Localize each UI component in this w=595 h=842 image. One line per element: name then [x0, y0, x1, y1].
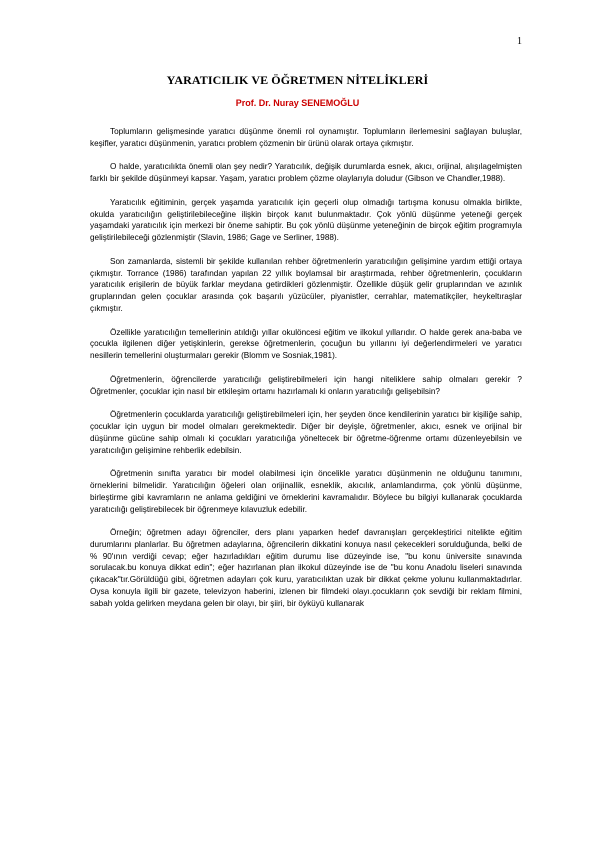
paragraph-9: Örneğin; öğretmen adayı öğrenciler, ders planı yaparken hedef davranışları gerçekleştirici nitelikte eğitim durumlarını planlarlar. Bu öğretmen adaylarına, öğrencilerin dikkatini konuya nasıl çekecekleri sorulduğunda, belki de % 90'ının verdiği cevap; eğer hazırladıkları eğitim durumu lise düzeyinde ise, "bu konu üniversite sınavında sorulacak.bu konuya dikkat edin"; eğer hazırlanan plan ilkokul düzeyinde ise de "bu konu Anadolu liseleri sınavında çıkacak"tır.Görüldüğü gibi, öğretmen adayları çok kuru, yaratıcılıktan uzak bir dikkat çekme yolunu kullanmaktadırlar. Oysa konuyla ilgili bir gazete, televizyon haberini, izlenen bir filmdeki olayı.çocukların çok sevdiği bir reklam filmini, sabah yolda gelirken meydana gelen bir olayı, bir şiiri, bir öyküyü kullanarak	[90, 528, 522, 608]
paragraph-2: O halde, yaratıcılıkta önemli olan şey nedir? Yaratıcılık, değişik durumlarda esnek, akıcı, orijinal, alışılagelmişten farklı bir şekilde düşünmeyi kapsar. Yaşam, yaratıcı problem çözme olaylarıyla doludur (Gibson ve Chandler,1988).	[90, 162, 522, 184]
paragraph-4: Son zamanlarda, sistemli bir şekilde kullanılan rehber öğretmenlerin yaratıcılığın gelişimine yardım ettiği ortaya çıkmıştır. Torrance (1986) tarafından yapılan 22 yıllık boylamsal bir araştırmada, rehber öğretmenlerin, çocukların yaratıcılık erişilerin de büyük farklar meydana getirdikleri gözlenmiştir. Özellikle düşük gelir gruplarından ve azınlık gruplarından gelen çocuklar arasında çok başarılı yüzücüler, piyanistler, cerrahlar, matematikçiler, heykeltıraşlar çıkmıştır.	[90, 256, 522, 313]
document-title: YARATICILIK VE ÖĞRETMEN NİTELİKLERİ	[166, 73, 429, 87]
paragraph-7: Öğretmenlerin çocuklarda yaratıcılığı geliştirebilmeleri için, her şeyden önce kendilerinin yaratıcı bir kişiliğe sahip, çocuklar için uygun bir model olmaları gerekmektedir. Diğer bir deyişle, öğretmenler, akıcı, esnek ve orijinal bir düşünme gücüne sahip olmalı ki çocukları yaratıcılığa yöneltecek bir öğretme-öğrenme ortamı düzenleyebilsin ve yaratıcılığın gelişimine rehberlik edebilsin.	[90, 410, 522, 455]
body-text	[90, 126, 522, 621]
paragraph-8: Öğretmenin sınıfta yaratıcı bir model olabilmesi için öncelikle yaratıcı düşünmenin ne olduğunu tanımını, örneklerini bilmelidir. Yaratıcılığın öğeleri olan orijinallik, esneklik, akıcılık, anlamlandırma, çok yönlü düşünme, birleştirme gibi kavramların ne anlama geldiğini ve örneklerini kavramalıdır. Böylece bu bilgiyi kullanarak çocuklarda yaratıcılığı geliştirebilecek bir öğrenmeye kılavuzluk edebilir.	[90, 469, 522, 514]
author-name: Prof. Dr. Nuray SENEMOĞLU	[235, 98, 360, 108]
paragraph-1: Toplumların gelişmesinde yaratıcı düşünme önemli rol oynamıştır. Toplumların ilerlemesini sağlayan buluşlar, keşifler, yaratıcı düşünmenin, yaratıcı problem çözmenin bir ürünü olarak ortaya çıkmıştır.	[90, 127, 522, 148]
paragraph-5: Özellikle yaratıcılığın temellerinin atıldığı yıllar okulöncesi eğitim ve ilkokul yıllarıdır. O halde gerek ana-baba ve çocukla ilgilenen diğer yetişkinlerin, gerekse öğretmenlerin, çocuğun bu yıllarını iyi değerlendirmeleri ve yaratıcı nesillerin temellerini oluşturmaları gerekir (Blomm ve Sosniak,1981).	[90, 327, 522, 361]
paragraph-6: Öğretmenlerin, öğrencilerde yaratıcılığı geliştirebilmeleri için hangi niteliklere sahip olmaları gerekir ? Öğretmenler, çocuklar için nasıl bir etkileşim ortamı hazırlamalı ki onların yaratıcılığı gelişebilsin?	[90, 374, 522, 396]
page-number: 1	[517, 36, 522, 47]
paragraph-3: Yaratıcılık eğitiminin, gerçek yaşamda yaratıcılık için geçerli olup olmadığı tartışma konusu olmakla birlikte, okulda yaratıcılığın geliştirilebileceğine ilişkin birçok kanıt bulunmaktadır. Çok yönlü düşünme yeteneği gerçek yaşamdaki yaratıcılık için merkezi bir öneme sahiptir. Bu çok yönlü düşünme yeteneğinin de birçok eğitim programıyla geliştirilebileceği gözlenmiştir (Slavin, 1986; Gage ve Serliner, 1988).	[90, 197, 522, 243]
